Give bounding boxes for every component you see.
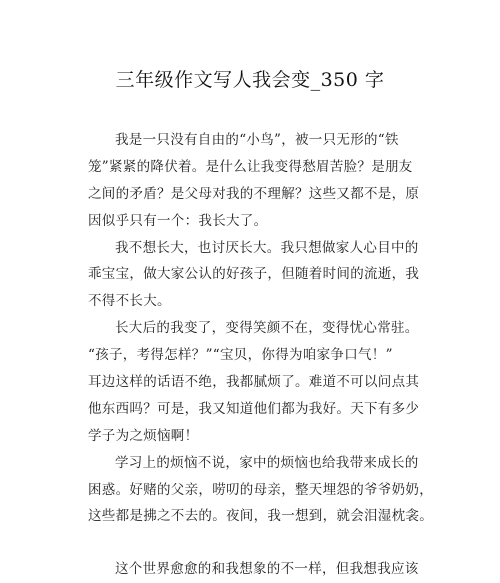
- paragraph-line: 学习上的烦恼不说，家中的烦恼也给我带来成长的: [115, 454, 419, 471]
- paragraph-line: 耳边这样的话语不绝，我都腻烦了。难道不可以问点其: [88, 374, 420, 391]
- document-body: [88, 127, 433, 583]
- paragraph-line: 长大后的我变了，变得笑颜不在，变得忧心常驻。: [115, 320, 419, 337]
- paragraph-line: 乖宝宝，做大家公认的好孩子，但随着时间的流逝，我: [88, 266, 420, 283]
- paragraph-line: 我是一只没有自由的“小鸟”，被一只无形的“铁: [115, 132, 399, 148]
- paragraph-line: 这个世界愈愈的和我想象的不一样，但我想我应该: [115, 561, 419, 578]
- paragraph-line: 困惑。好赌的父亲，唠叨的母亲，整天埋怨的爷爷奶奶，: [88, 481, 433, 498]
- paragraph-line: 笼”紧紧的降伏着。是什么让我变得愁眉苦脸？是朋友: [88, 158, 413, 175]
- paragraph-line: 他东西吗？可是，我又知道他们都为我好。天下有多少: [88, 400, 420, 417]
- document-title: 三年级作文写人我会变_350 字: [115, 69, 385, 91]
- paragraph-line: 学子为之烦恼啊！: [88, 427, 199, 444]
- paragraph-line: 之间的矛盾？是父母对我的不理解？这些又都不是，原: [88, 185, 420, 202]
- paragraph-gap: [88, 530, 428, 556]
- paragraph-line: 我不想长大，也讨厌长大。我只想做家人心目中的: [115, 239, 419, 256]
- paragraph-line: “孩子，考得怎样？”“宝贝，你得为咱家争口气！”: [88, 347, 393, 364]
- paragraph-line: 这些都是拂之不去的。夜间，我一想到，就会泪湿枕衾。: [88, 508, 433, 525]
- paragraph-line: 不得不长大。: [88, 293, 171, 310]
- paragraph-line: 因似乎只有一个：我长大了。: [88, 212, 268, 229]
